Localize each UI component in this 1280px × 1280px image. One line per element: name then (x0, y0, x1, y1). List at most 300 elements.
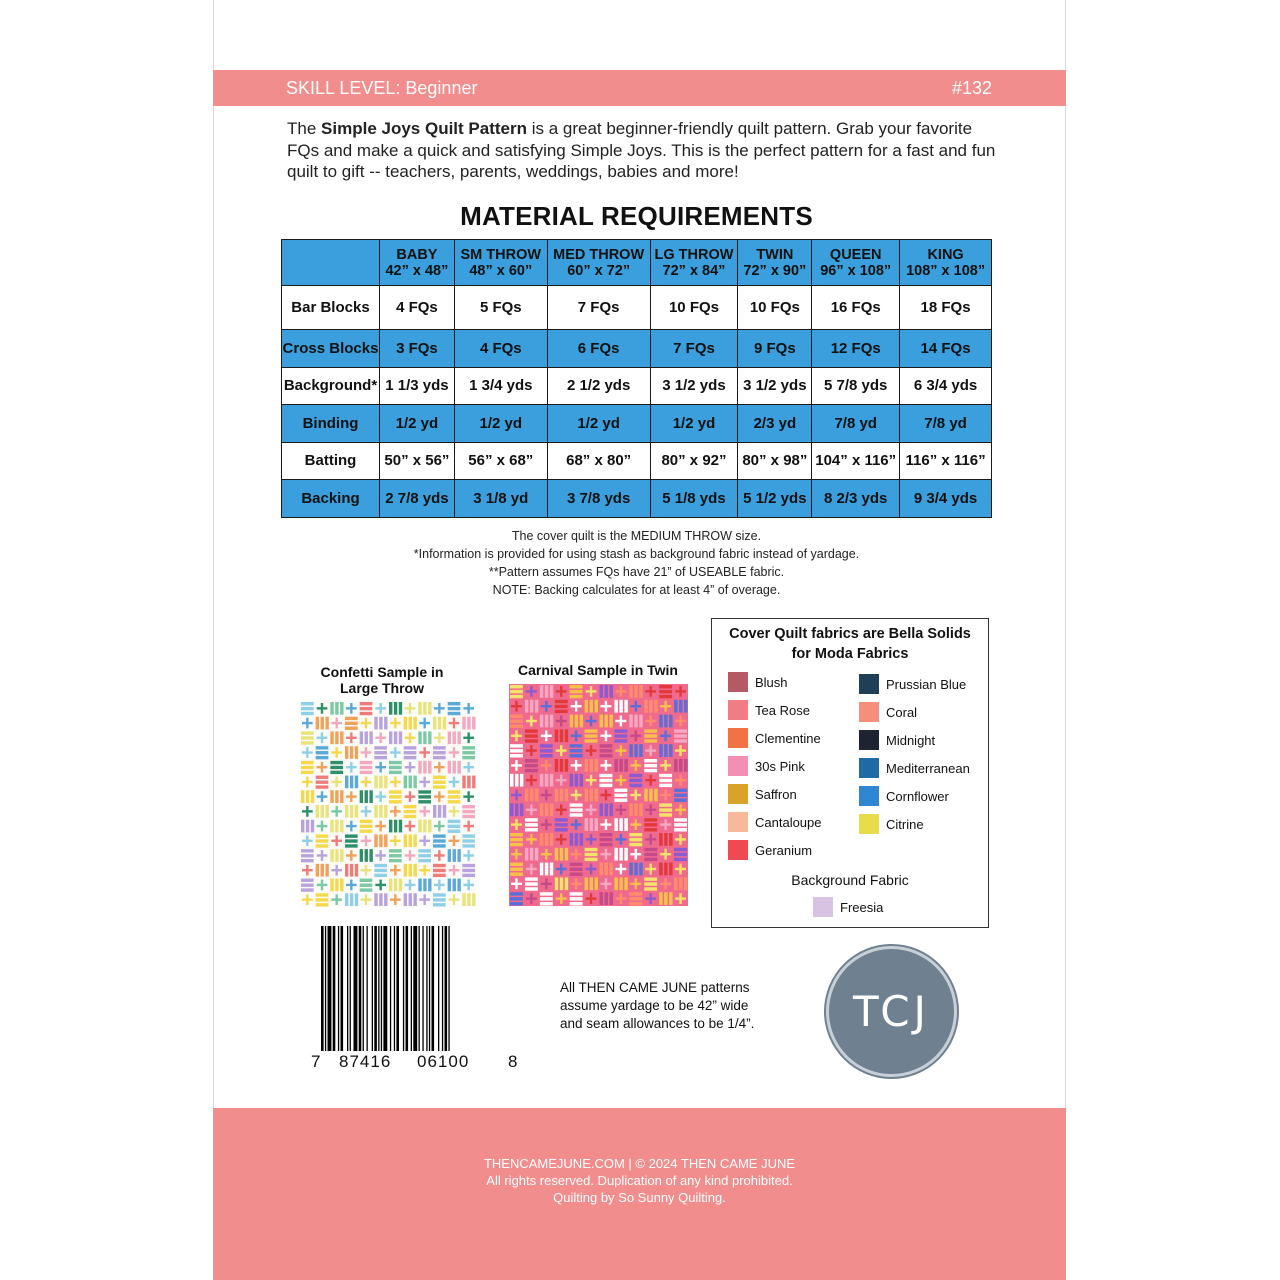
barcode-bar (406, 926, 409, 1051)
quilt-bar (389, 702, 392, 715)
quilt-block (659, 892, 672, 905)
quilt-bar (321, 805, 324, 818)
quilt-bar (510, 695, 523, 698)
quilt-block (629, 892, 642, 905)
quilt-bar (360, 830, 373, 833)
quilt-block (433, 776, 446, 789)
quilt-bar (316, 834, 329, 837)
table-cell: 80” x 98” (738, 442, 812, 480)
quilt-cross-h (615, 690, 626, 692)
quilt-bar (619, 700, 622, 713)
quilt-block (540, 892, 553, 905)
quilt-bar (570, 902, 583, 905)
quilt-cross-h (346, 854, 357, 856)
quilt-cross-h (375, 737, 386, 739)
quilt-bar (545, 715, 548, 728)
quilt-bar (345, 727, 358, 730)
quilt-bar (604, 863, 607, 876)
table-cell: 5 1/2 yds (738, 480, 812, 518)
tcj-logo: TCJ (826, 946, 957, 1077)
quilt-bar (374, 874, 387, 877)
quilt-bar (399, 820, 402, 833)
quilt-bar (649, 700, 652, 713)
quilt-block (374, 717, 387, 730)
quilt-bar (389, 766, 402, 769)
quilt-bar (330, 766, 343, 769)
quilt-bar (674, 734, 687, 737)
quilt-block (418, 702, 431, 715)
quilt-bar (614, 798, 627, 801)
quilt-block (629, 774, 642, 787)
quilt-bar (365, 790, 368, 803)
quilt-bar (418, 854, 431, 857)
quilt-cross-h (630, 735, 641, 737)
quilt-block (510, 803, 523, 816)
quilt-bar (565, 789, 568, 802)
quilt-bar (570, 803, 583, 806)
table-cell: 9 3/4 yds (900, 480, 992, 518)
quilt-bar (525, 729, 538, 732)
quilt-bar (510, 690, 523, 693)
quilt-bar (345, 839, 358, 842)
quilt-cross-h (586, 779, 597, 781)
quilt-bar (575, 833, 578, 846)
quilt-block (301, 761, 314, 774)
quilt-bar (389, 761, 402, 764)
quilt-bar (389, 879, 392, 892)
quilt-bar (316, 903, 329, 906)
quilt-bar (684, 877, 687, 890)
quilt-bar (570, 690, 583, 693)
quilt-bar (433, 893, 446, 896)
quilt-bar (540, 715, 543, 728)
quilt-bar (659, 863, 662, 876)
quilt-bar (520, 774, 523, 787)
footer-quilting-credit: Quilting by So Sunny Quilting. (553, 1190, 726, 1205)
quilt-bar (595, 818, 598, 831)
quilt-block (433, 864, 446, 877)
quilt-cross-h (556, 720, 567, 722)
quilt-bar (540, 902, 553, 905)
quilt-bar (674, 858, 687, 861)
quilt-bar (360, 766, 373, 769)
table-cell: 68” x 80” (547, 442, 650, 480)
footer (213, 1108, 1066, 1280)
quilt-bar (360, 771, 373, 774)
table-cell: 7/8 yd (812, 405, 900, 443)
note-line: **Pattern assumes FQs have 21” of USEABLE fabric. (488, 565, 785, 579)
quilt-bar (644, 887, 657, 890)
quilt-bar (301, 712, 314, 715)
swatch-row-citrine (859, 814, 924, 834)
quilt-cross-h (645, 690, 656, 692)
barcode-bar (383, 926, 387, 1051)
confetti-quilt-image (300, 701, 476, 907)
barcode-bar (374, 926, 377, 1051)
barcode-bar (390, 926, 391, 1051)
quilt-cross-h (601, 764, 612, 766)
quilt-bar (585, 858, 598, 861)
quilt-cross-h (526, 868, 537, 870)
quilt-cross-h (346, 795, 357, 797)
quilt-block (674, 700, 687, 713)
quilt-bar (624, 818, 627, 831)
quilt-block (418, 790, 431, 803)
quilt-bar (379, 834, 382, 847)
quilt-bar (639, 803, 642, 816)
quilt-block (525, 729, 538, 742)
quilt-bar (330, 849, 333, 862)
quilt-bar (525, 828, 538, 831)
quilt-bar (418, 800, 431, 803)
quilt-bar (595, 759, 598, 772)
quilt-bar (510, 838, 523, 841)
quilt-bar (301, 761, 314, 764)
quilt-bar (301, 702, 314, 705)
quilt-bar (619, 848, 622, 861)
quilt-bar (399, 702, 402, 715)
quilt-cross-h (463, 737, 474, 739)
quilt-cross-h (541, 705, 552, 707)
quilt-bar (535, 700, 538, 713)
quilt-block (404, 717, 417, 730)
quilt-bar (570, 872, 583, 875)
row-label: Batting (282, 442, 380, 480)
quilt-block (674, 877, 687, 890)
color-swatch (728, 812, 748, 832)
quilt-bar (389, 790, 402, 793)
quilt-bar (629, 784, 642, 787)
quilt-bar (600, 838, 613, 841)
barcode-digits-group2: 06100 (417, 1052, 470, 1071)
quilt-bar (389, 800, 402, 803)
quilt-bar (659, 774, 672, 777)
color-swatch (859, 786, 879, 806)
quilt-cross-h (449, 722, 460, 724)
quilt-cross-h (302, 781, 313, 783)
quilt-bar (350, 805, 353, 818)
quilt-bar (510, 724, 523, 727)
quilt-bar (418, 761, 421, 774)
quilt-bar (525, 739, 538, 742)
quilt-cross-h (302, 751, 313, 753)
quilt-bar (462, 810, 475, 813)
quilt-bar (409, 864, 412, 877)
quilt-bar (540, 833, 543, 846)
quilt-bar (609, 803, 612, 816)
quilt-block (629, 715, 642, 728)
quilt-bar (433, 874, 446, 877)
quilt-block (600, 863, 613, 876)
quilt-bar (654, 700, 657, 713)
quilt-cross-h (615, 868, 626, 870)
quilt-bar (462, 834, 475, 837)
column-size-name: SM THROW (460, 246, 542, 263)
quilt-block (448, 820, 461, 833)
quilt-cross-h (434, 884, 445, 886)
quilt-bar (360, 820, 373, 823)
fabric-title-line2: for Moda Fabrics (791, 646, 909, 662)
quilt-bar (600, 744, 613, 747)
quilt-bar (325, 805, 328, 818)
quilt-bar (644, 759, 657, 762)
quilt-bar (384, 717, 387, 730)
quilt-cross-h (660, 883, 671, 885)
quilt-bar (399, 731, 402, 744)
quilt-cross-h (405, 795, 416, 797)
quilt-bar (325, 717, 328, 730)
quilt-bar (418, 731, 421, 744)
table-cell: 7 FQs (547, 286, 650, 330)
quilt-bar (565, 877, 568, 890)
quilt-bar (330, 702, 333, 715)
quilt-block (510, 685, 523, 698)
swatch-row-midnight (859, 730, 935, 750)
color-swatch (728, 728, 748, 748)
quilt-bar (659, 715, 662, 728)
quilt-block (345, 717, 358, 730)
column-header (454, 240, 547, 286)
confetti-title-line1: Confetti Sample in (320, 664, 444, 680)
table-cell: 1 1/3 yds (379, 367, 454, 405)
quilt-bar (590, 700, 593, 713)
quilt-block (540, 744, 553, 757)
quilt-block (614, 877, 627, 890)
quilt-block (330, 790, 343, 803)
quilt-cross-h (361, 781, 372, 783)
barcode-bar (354, 926, 358, 1051)
quilt-bar (600, 843, 613, 846)
quilt-block (540, 715, 553, 728)
quilt-block (644, 789, 657, 802)
quilt-bar (462, 776, 465, 789)
quilt-bar (510, 833, 523, 836)
quilt-bar (394, 702, 397, 715)
quilt-bar (472, 717, 475, 730)
table-cell: 4 FQs (379, 286, 454, 330)
quilt-bar (585, 877, 588, 890)
quilt-bar (510, 897, 523, 900)
quilt-bar (525, 882, 538, 885)
quilt-cross-h (556, 779, 567, 781)
quilt-cross-h (463, 795, 474, 797)
quilt-bar (639, 744, 642, 757)
table-row (282, 405, 992, 443)
quilt-bar (644, 823, 657, 826)
swatch-row-prussian-blue (859, 674, 966, 694)
table-cell: 10 FQs (738, 286, 812, 330)
quilt-bar (590, 759, 593, 772)
quilt-bar (301, 854, 314, 857)
quilt-block (614, 700, 627, 713)
table-cell: 56” x 68” (454, 442, 547, 480)
quilt-bar (600, 774, 613, 777)
quilt-bar (413, 834, 416, 847)
quilt-block (629, 685, 642, 698)
quilt-bar (550, 803, 553, 816)
quilt-bar (404, 815, 417, 818)
quilt-block (674, 848, 687, 861)
quilt-bar (595, 789, 598, 802)
quilt-bar (674, 789, 687, 792)
quilt-bar (659, 892, 662, 905)
quilt-block (330, 849, 343, 862)
quilt-block (570, 803, 583, 816)
quilt-block (659, 685, 672, 698)
quilt-bar (619, 877, 622, 890)
quilt-bar (462, 815, 475, 818)
quilt-bar (674, 794, 687, 797)
quilt-cross-h (660, 794, 671, 796)
quilt-bar (644, 853, 657, 856)
quilt-bar (374, 893, 377, 906)
quilt-bar (301, 766, 314, 769)
quilt-cross-h (601, 853, 612, 855)
barcode-bar (394, 926, 395, 1051)
quilt-cross-h (615, 838, 626, 840)
quilt-bar (448, 849, 451, 862)
swatch-label: Geranium (755, 842, 813, 858)
quilt-block (418, 731, 431, 744)
quilt-block (674, 789, 687, 802)
quilt-bar (585, 853, 598, 856)
quilt-cross-h (615, 897, 626, 899)
quilt-bar (340, 849, 343, 862)
quilt-bar (644, 858, 657, 861)
quilt-bar (550, 715, 553, 728)
quilt-bar (335, 790, 338, 803)
table-row (282, 480, 992, 518)
quilt-bar (585, 848, 598, 851)
quilt-bar (600, 833, 613, 836)
quilt-bar (644, 848, 657, 851)
quilt-block (525, 818, 538, 831)
quilt-cross-h (346, 884, 357, 886)
swatch-label: Freesia (840, 899, 884, 915)
material-requirements-table (281, 239, 992, 518)
quilt-bar (404, 717, 407, 730)
quilt-block (316, 805, 329, 818)
quilt-bar (311, 790, 314, 803)
quilt-bar (600, 784, 613, 787)
quilt-bar (659, 685, 672, 688)
quilt-bar (448, 825, 461, 828)
quilt-cross-h (601, 883, 612, 885)
table-cell: 1 3/4 yds (454, 367, 547, 405)
quilt-cross-h (317, 737, 328, 739)
quilt-block (555, 789, 568, 802)
quilt-bar (669, 715, 672, 728)
swatch-row-cornflower (859, 786, 949, 806)
quilt-cross-h (390, 869, 401, 871)
quilt-bar (355, 864, 358, 877)
table-row (282, 442, 992, 480)
table-row (282, 330, 992, 368)
quilt-cross-h (405, 737, 416, 739)
quilt-block (462, 717, 475, 730)
quilt-bar (550, 833, 553, 846)
quilt-bar (418, 702, 421, 715)
quilt-bar (604, 892, 607, 905)
quilt-bar (404, 805, 417, 808)
column-size-name: LG THROW (654, 246, 734, 263)
quilt-block (360, 879, 373, 892)
quilt-block (644, 848, 657, 861)
quilt-bar (389, 859, 402, 862)
quilt-block (585, 759, 598, 772)
quilt-cross-h (526, 720, 537, 722)
quilt-bar (560, 729, 563, 742)
quilt-block (418, 879, 431, 892)
quilt-bar (674, 739, 687, 742)
quilt-bar (659, 808, 672, 811)
quilt-bar (330, 820, 333, 833)
intro-prefix: The (287, 119, 322, 138)
quilt-bar (369, 790, 372, 803)
swatch-row-mediterranean (859, 758, 970, 778)
quilt-block (555, 848, 568, 861)
barcode-bar (442, 926, 443, 1051)
swatch-row-saffron (728, 784, 797, 804)
quilt-block (600, 833, 613, 846)
barcode-bar (429, 926, 430, 1051)
swatch-label: Midnight (886, 732, 936, 748)
quilt-bar (433, 776, 446, 779)
material-requirements-title: MATERIAL REQUIREMENTS (460, 201, 813, 231)
footer-rights: All rights reserved. Duplication of any kind prohibited. (486, 1173, 793, 1188)
quilt-bar (510, 744, 523, 747)
quilt-bar (535, 789, 538, 802)
quilt-bar (350, 746, 353, 759)
quilt-bar (345, 805, 348, 818)
quilt-bar (301, 741, 314, 744)
quilt-bar (659, 779, 672, 782)
quilt-block (462, 776, 475, 789)
swatch-row-tea-rose (728, 700, 810, 720)
column-size-name: MED THROW (553, 246, 645, 263)
quilt-bar (409, 776, 412, 789)
quilt-block (316, 893, 329, 906)
quilt-block (316, 746, 329, 759)
quilt-cross-h (434, 737, 445, 739)
quilt-bar (565, 729, 568, 742)
quilt-cross-h (660, 853, 671, 855)
quilt-bar (674, 818, 687, 821)
color-swatch (728, 756, 748, 776)
quilt-bar (340, 820, 343, 833)
quilt-bar (674, 853, 687, 856)
table-notes (281, 527, 992, 599)
quilt-bar (634, 863, 637, 876)
quilt-block (570, 685, 583, 698)
quilt-bar (316, 805, 319, 818)
intro-paragraph (287, 118, 1007, 183)
quilt-block (614, 848, 627, 861)
quilt-bar (467, 776, 470, 789)
note-line: *Information is provided for using stash as background fabric instead of yardage. (413, 547, 860, 561)
quilt-bar (555, 710, 568, 713)
intro-text: is a great beginner-friendly quilt pattern. Grab your favorite FQs and make a quick and satisfying Simple Joys. This is the perfect pattern for a fast and fun quilt to gift -- teachers, parents, weddings, babies and more! (287, 119, 996, 181)
quilt-bar (453, 761, 456, 774)
quilt-bar (585, 759, 588, 772)
quilt-cross-h (390, 751, 401, 753)
quilt-bar (674, 848, 687, 851)
quilt-cross-h (405, 854, 416, 856)
quilt-block (360, 790, 373, 803)
quilt-bar (590, 818, 593, 831)
quilt-block (301, 820, 314, 833)
quilt-block (540, 803, 553, 816)
